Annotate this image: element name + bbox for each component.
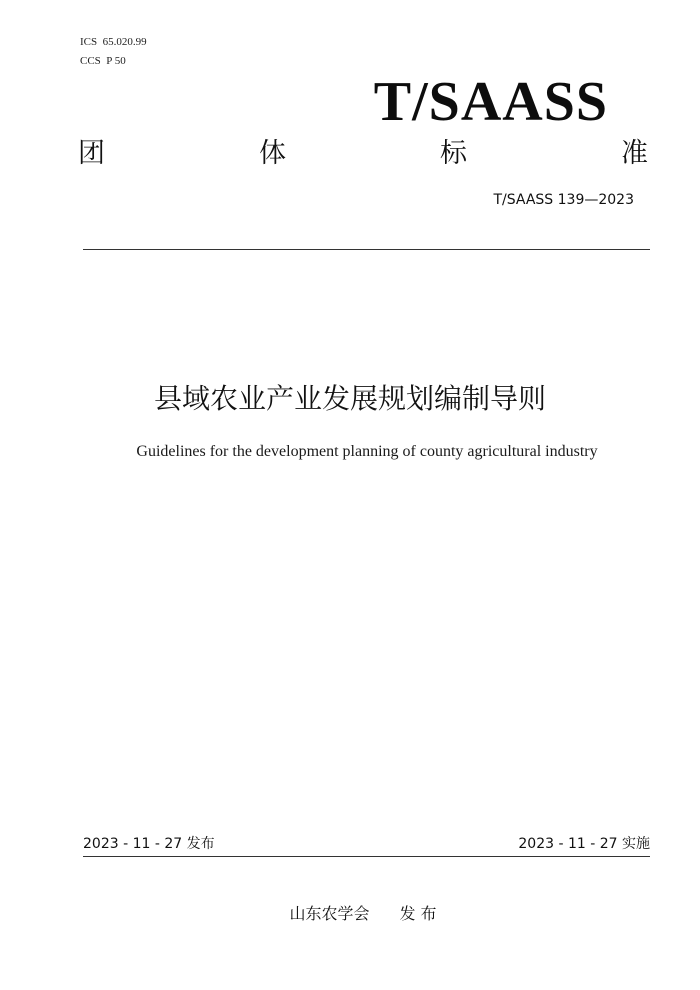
publisher-line (0, 903, 700, 925)
standard-type-char: 体 (259, 138, 286, 169)
standard-number: T/SAASS 139—2023 (493, 192, 634, 208)
standard-type-char: 准 (621, 138, 648, 169)
publish-date: 2023 - 11 - 27 发布 (83, 836, 215, 852)
top-divider (83, 249, 650, 250)
publish-word: 发 布 (399, 904, 437, 923)
document-title-cn: 县域农业产业发展规划编制导则 (153, 382, 546, 415)
standard-type (78, 136, 648, 172)
ics-code: ICS 65.020.99 (80, 36, 147, 48)
ccs-code: CCS P 50 (80, 55, 126, 67)
bottom-divider (83, 856, 650, 857)
document-title-en: Guidelines for the development planning of county agricultural industry (136, 443, 598, 460)
standard-type-char: 团 (78, 138, 105, 169)
standard-type-char: 标 (440, 138, 467, 169)
org-code-logo: T/SAASS (373, 71, 608, 133)
publisher-name: 山东农学会 (289, 904, 370, 923)
classification-codes (80, 33, 147, 71)
implement-date: 2023 - 11 - 27 实施 (518, 836, 650, 852)
